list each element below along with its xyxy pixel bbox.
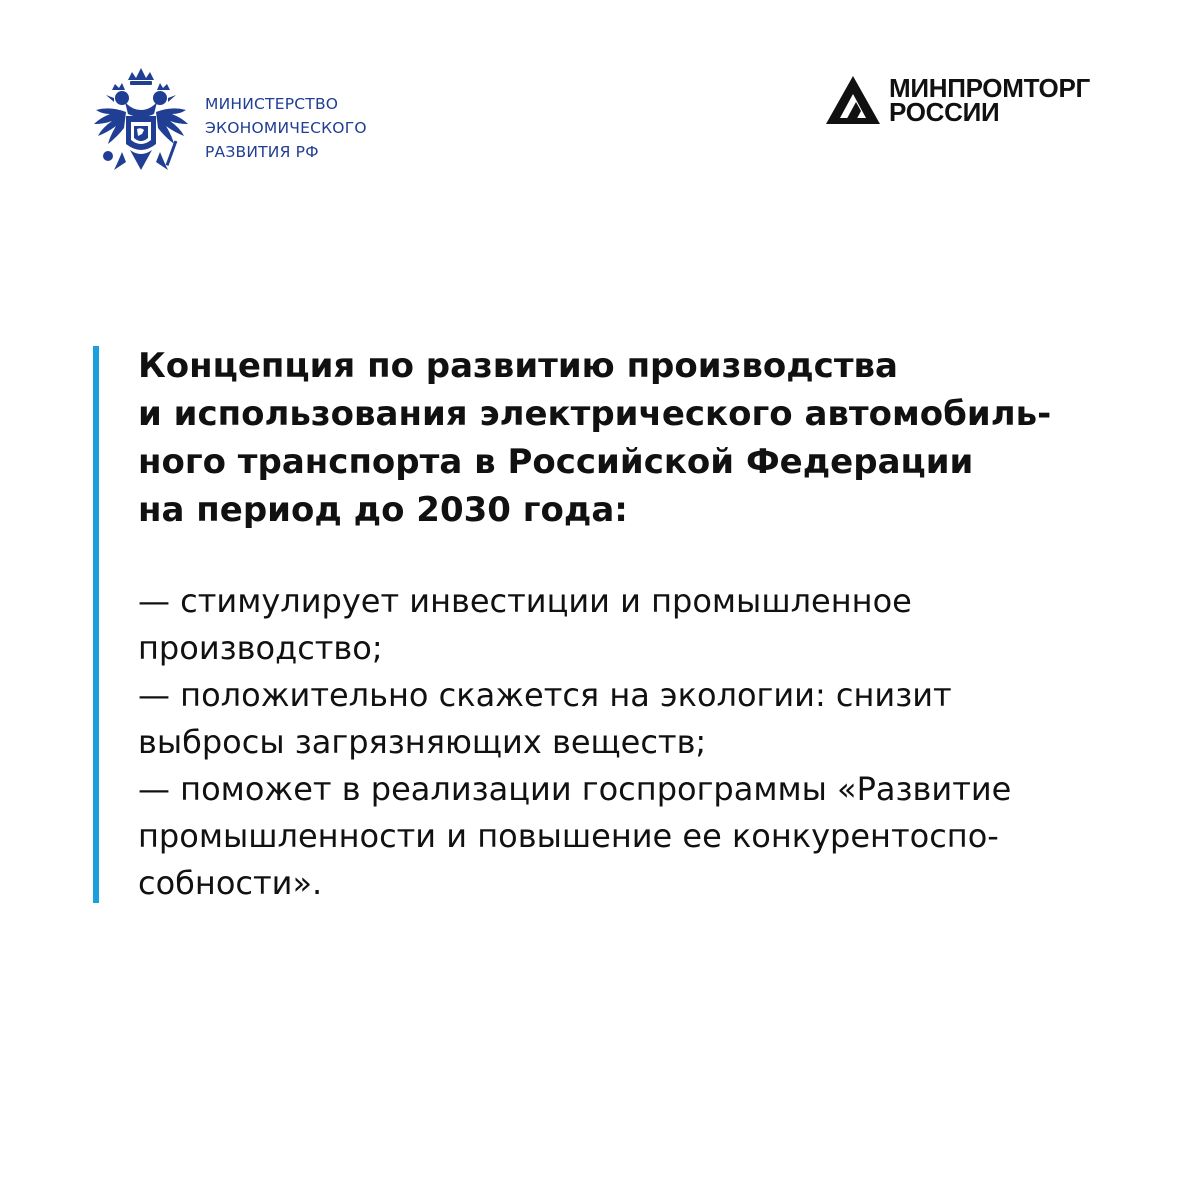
body-line: — стимулирует инвестиции и промышленное <box>138 582 912 620</box>
body-line: выбросы загрязняющих веществ; <box>138 723 707 761</box>
concept-heading <box>138 342 1138 534</box>
double-headed-eagle-emblem-icon <box>92 66 190 178</box>
body-line: промышленности и повышение ее конкурентоспо- <box>138 817 999 855</box>
heading-line: на период до 2030 года: <box>138 490 628 530</box>
body-line: — положительно скажется на экологии: снизит <box>138 676 952 714</box>
minpromtorg-triangle-logo-icon <box>824 74 882 126</box>
heading-line: ного транспорта в Российской Федерации <box>138 442 974 482</box>
body-line: собности». <box>138 864 323 902</box>
heading-line: и использования электрического автомобиль- <box>138 394 1052 434</box>
accent-bar <box>93 346 99 903</box>
minpromtorg-text-line: РОССИИ <box>889 97 1000 127</box>
minpromtorg-text-line: МИНПРОМТОРГ <box>889 73 1090 103</box>
heading-line: Концепция по развитию производства <box>138 346 898 386</box>
minpromtorg-logo-text <box>889 73 1090 127</box>
ministry-of-economic-development-logo-text <box>205 92 367 164</box>
body-line: — поможет в реализации госпрограммы «Развитие <box>138 770 1012 808</box>
body-line: производство; <box>138 629 383 667</box>
concept-benefits-list <box>138 578 1138 907</box>
ministry-text-line: ЭКОНОМИЧЕСКОГО <box>205 119 367 137</box>
ministry-text-line: МИНИСТЕРСТВО <box>205 95 339 113</box>
ministry-text-line: РАЗВИТИЯ РФ <box>205 143 319 161</box>
